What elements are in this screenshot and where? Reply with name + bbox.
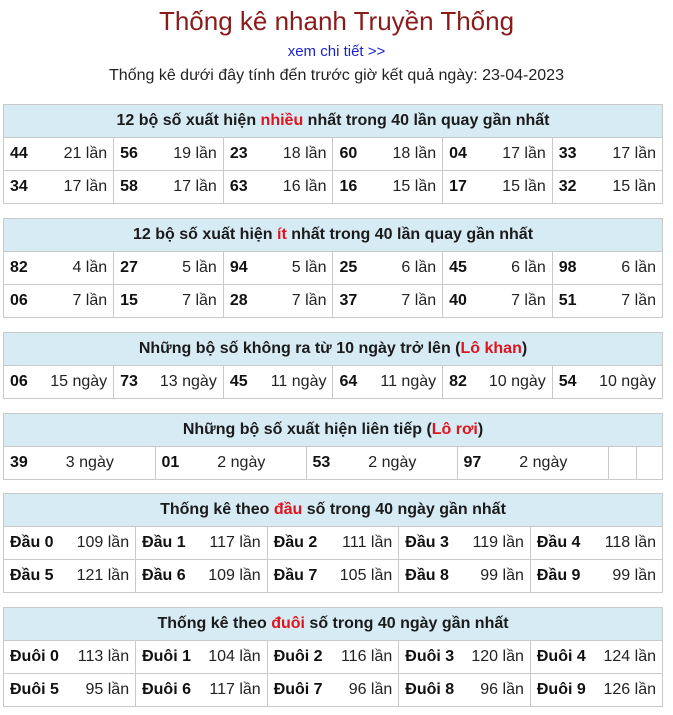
head-digit: Đầu 0 bbox=[10, 534, 54, 551]
head-count: 117 lần bbox=[209, 534, 261, 551]
table-cell bbox=[114, 285, 224, 318]
pair-count: 7 lần bbox=[72, 292, 108, 309]
table-cell bbox=[267, 641, 399, 674]
table-cell bbox=[136, 527, 268, 560]
table-cell bbox=[333, 138, 443, 171]
panel-heading bbox=[4, 414, 662, 447]
heading-text: Thống kê theo bbox=[160, 501, 274, 518]
tail-count: 104 lần bbox=[208, 648, 261, 665]
pair-number: 54 bbox=[558, 373, 577, 390]
table-cell bbox=[114, 252, 224, 285]
head-digit: Đầu 1 bbox=[142, 534, 186, 551]
pair-number: 53 bbox=[312, 454, 331, 471]
head-count: 109 lần bbox=[76, 534, 130, 551]
pair-number: 32 bbox=[558, 178, 577, 195]
least-frequent-panel bbox=[3, 218, 663, 318]
pair-number: 04 bbox=[449, 145, 467, 162]
pair-number: 37 bbox=[339, 292, 358, 309]
table-cell bbox=[399, 674, 531, 707]
pair-count: 18 lần bbox=[392, 145, 437, 162]
table-cell bbox=[4, 674, 136, 707]
heading-text: ) bbox=[521, 340, 528, 357]
pair-days: 10 ngày bbox=[599, 373, 656, 390]
table-cell bbox=[223, 285, 333, 318]
pair-number: 82 bbox=[449, 373, 467, 390]
pair-number: 45 bbox=[229, 373, 248, 390]
table-cell bbox=[306, 447, 457, 479]
pair-count: 15 lần bbox=[612, 178, 656, 195]
dau-stats-panel bbox=[3, 493, 663, 593]
head-count: 99 lần bbox=[612, 567, 656, 584]
pair-days: 15 ngày bbox=[50, 373, 108, 390]
pair-number: 16 bbox=[339, 178, 358, 195]
table-cell bbox=[333, 171, 443, 204]
table-cell bbox=[155, 447, 306, 479]
head-count: 99 lần bbox=[480, 567, 524, 584]
pair-count: 5 lần bbox=[182, 259, 217, 276]
table-cell bbox=[552, 285, 662, 318]
pair-number: 51 bbox=[558, 292, 577, 309]
page-title: Thống kê nhanh Truyền Thống bbox=[158, 6, 515, 36]
dau-stats-table bbox=[4, 527, 662, 592]
table-cell bbox=[399, 560, 531, 593]
lo-khan-table bbox=[4, 366, 662, 398]
most-frequent-table bbox=[4, 138, 662, 203]
pair-days: 13 ngày bbox=[159, 373, 217, 390]
tail-count: 120 lần bbox=[471, 648, 524, 665]
heading-highlight: Lô khan bbox=[460, 340, 522, 357]
least-frequent-table bbox=[4, 252, 662, 317]
table-cell bbox=[530, 560, 662, 593]
tail-digit: Đuôi 0 bbox=[10, 648, 59, 665]
heading-text: 12 bộ số xuất hiện bbox=[132, 226, 277, 243]
pair-number: 17 bbox=[449, 178, 467, 195]
head-digit: Đầu 4 bbox=[536, 534, 581, 551]
table-row bbox=[4, 285, 662, 318]
pair-number: 63 bbox=[229, 178, 248, 195]
pair-days: 2 ngày bbox=[519, 454, 568, 471]
pair-count: 15 lần bbox=[502, 178, 546, 195]
tail-digit: Đuôi 6 bbox=[142, 681, 191, 698]
tail-digit: Đuôi 4 bbox=[536, 648, 586, 665]
head-count: 121 lần bbox=[76, 567, 130, 584]
heading-highlight: Lô rơi bbox=[431, 421, 478, 438]
head-count: 109 lần bbox=[208, 567, 261, 584]
table-cell bbox=[399, 641, 531, 674]
tail-count: 95 lần bbox=[85, 681, 130, 698]
pair-count: 18 lần bbox=[282, 145, 327, 162]
table-row bbox=[4, 527, 662, 560]
heading-text: nhất trong 40 lần quay gần nhất bbox=[286, 226, 534, 243]
table-row bbox=[4, 560, 662, 593]
duoi-stats-table bbox=[4, 641, 662, 706]
table-cell bbox=[552, 252, 662, 285]
table-cell bbox=[530, 674, 662, 707]
tail-count: 96 lần bbox=[348, 681, 393, 698]
pair-count: 19 lần bbox=[173, 145, 217, 162]
pair-number: 44 bbox=[10, 145, 28, 162]
pair-days: 11 ngày bbox=[270, 373, 327, 390]
table-row bbox=[4, 674, 662, 707]
head-digit: Đầu 5 bbox=[10, 567, 54, 584]
table-cell bbox=[267, 674, 399, 707]
table-cell bbox=[114, 366, 224, 398]
panel-heading bbox=[4, 494, 662, 527]
pair-number: 25 bbox=[339, 259, 358, 276]
table-cell bbox=[457, 447, 608, 479]
table-cell bbox=[114, 138, 224, 171]
table-cell bbox=[223, 366, 333, 398]
head-count: 111 lần bbox=[342, 534, 393, 551]
pair-number: 82 bbox=[10, 259, 28, 276]
table-cell bbox=[333, 366, 443, 398]
tail-digit: Đuôi 3 bbox=[405, 648, 455, 665]
pair-number: 40 bbox=[449, 292, 467, 309]
pair-count: 6 lần bbox=[511, 259, 546, 276]
pair-days: 2 ngày bbox=[217, 454, 266, 471]
pair-number: 01 bbox=[161, 454, 180, 471]
pair-count: 7 lần bbox=[511, 292, 546, 309]
heading-text: số trong 40 ngày gần nhất bbox=[302, 501, 506, 518]
table-row bbox=[4, 366, 662, 398]
tail-digit: Đuôi 7 bbox=[273, 681, 323, 698]
pair-count: 15 lần bbox=[392, 178, 437, 195]
table-cell bbox=[4, 171, 114, 204]
pair-days: 2 ngày bbox=[368, 454, 417, 471]
pair-number: 33 bbox=[558, 145, 577, 162]
pair-number: 15 bbox=[120, 292, 138, 309]
pair-count: 6 lần bbox=[401, 259, 437, 276]
table-cell bbox=[4, 252, 114, 285]
table-cell bbox=[333, 285, 443, 318]
panel-heading bbox=[4, 608, 662, 641]
table-cell bbox=[333, 252, 443, 285]
heading-highlight: nhiều bbox=[260, 112, 304, 129]
pair-count: 5 lần bbox=[291, 259, 327, 276]
pair-count: 17 lần bbox=[173, 178, 217, 195]
pair-count: 7 lần bbox=[621, 292, 656, 309]
table-cell bbox=[4, 447, 155, 479]
tail-count: 124 lần bbox=[603, 648, 656, 665]
pair-count: 16 lần bbox=[282, 178, 327, 195]
empty-cell bbox=[608, 447, 636, 479]
pair-number: 39 bbox=[10, 454, 28, 471]
heading-text: Thống kê theo bbox=[157, 615, 272, 632]
table-cell bbox=[399, 527, 531, 560]
table-cell bbox=[530, 641, 662, 674]
lo-roi-table bbox=[4, 447, 662, 479]
tail-digit: Đuôi 2 bbox=[273, 648, 323, 665]
table-cell bbox=[552, 366, 662, 398]
date-note: Thống kê dưới đây tính đến trước giờ kết quả ngày: 23-04-2023 bbox=[109, 67, 564, 84]
head-digit: Đầu 2 bbox=[273, 534, 318, 551]
table-cell bbox=[136, 674, 268, 707]
table-cell bbox=[4, 366, 114, 398]
pair-days: 11 ngày bbox=[380, 373, 437, 390]
pair-count: 17 lần bbox=[502, 145, 546, 162]
table-cell bbox=[136, 641, 268, 674]
pair-number: 34 bbox=[10, 178, 28, 195]
pair-number: 64 bbox=[339, 373, 358, 390]
panel-heading bbox=[4, 219, 662, 252]
pair-number: 06 bbox=[10, 292, 28, 309]
heading-text: số trong 40 ngày gần nhất bbox=[304, 615, 509, 632]
pair-number: 56 bbox=[120, 145, 138, 162]
table-cell bbox=[267, 560, 399, 593]
table-cell bbox=[4, 527, 136, 560]
pair-days: 3 ngày bbox=[65, 454, 114, 471]
heading-text: Những bộ số xuất hiện liên tiếp ( bbox=[182, 421, 432, 438]
pair-number: 94 bbox=[229, 259, 248, 276]
table-cell bbox=[4, 560, 136, 593]
table-cell bbox=[223, 138, 333, 171]
pair-count: 7 lần bbox=[401, 292, 437, 309]
table-cell bbox=[136, 560, 268, 593]
head-count: 105 lần bbox=[339, 567, 393, 584]
table-cell bbox=[223, 252, 333, 285]
table-cell bbox=[443, 285, 553, 318]
table-cell bbox=[443, 138, 553, 171]
pair-count: 17 lần bbox=[63, 178, 108, 195]
tail-count: 117 lần bbox=[209, 681, 261, 698]
tail-count: 113 lần bbox=[77, 648, 130, 665]
duoi-stats-panel bbox=[3, 607, 663, 707]
tail-digit: Đuôi 1 bbox=[142, 648, 191, 665]
table-cell bbox=[530, 527, 662, 560]
table-cell bbox=[267, 527, 399, 560]
table-cell bbox=[552, 138, 662, 171]
table-cell bbox=[443, 171, 553, 204]
pair-number: 23 bbox=[229, 145, 248, 162]
head-count: 118 lần bbox=[604, 534, 656, 551]
head-digit: Đầu 9 bbox=[536, 567, 581, 584]
panel-heading bbox=[4, 333, 662, 366]
pair-number: 28 bbox=[229, 292, 248, 309]
pair-number: 45 bbox=[449, 259, 467, 276]
pair-number: 73 bbox=[120, 373, 138, 390]
heading-text: nhất trong 40 lần quay gần nhất bbox=[303, 112, 550, 129]
heading-highlight: ít bbox=[277, 226, 287, 243]
head-count: 119 lần bbox=[472, 534, 524, 551]
detail-link[interactable]: xem chi tiết >> bbox=[287, 43, 386, 60]
pair-number: 06 bbox=[10, 373, 28, 390]
pair-number: 27 bbox=[120, 259, 138, 276]
pair-number: 58 bbox=[120, 178, 138, 195]
pair-days: 10 ngày bbox=[488, 373, 546, 390]
pair-count: 21 lần bbox=[63, 145, 108, 162]
head-digit: Đầu 3 bbox=[405, 534, 449, 551]
table-row bbox=[4, 138, 662, 171]
page-header bbox=[0, 0, 673, 87]
heading-text: 12 bộ số xuất hiện bbox=[116, 112, 261, 129]
most-frequent-panel bbox=[3, 104, 663, 204]
tail-digit: Đuôi 9 bbox=[536, 681, 586, 698]
heading-text: ) bbox=[477, 421, 484, 438]
table-cell bbox=[223, 171, 333, 204]
tail-count: 96 lần bbox=[480, 681, 524, 698]
table-row bbox=[4, 252, 662, 285]
table-cell bbox=[114, 171, 224, 204]
pair-count: 4 lần bbox=[72, 259, 108, 276]
heading-highlight: đuôi bbox=[271, 615, 305, 632]
pair-number: 98 bbox=[558, 259, 577, 276]
pair-count: 7 lần bbox=[291, 292, 327, 309]
lo-roi-panel bbox=[3, 413, 663, 480]
heading-highlight: đầu bbox=[273, 501, 303, 518]
pair-number: 60 bbox=[339, 145, 358, 162]
table-cell bbox=[552, 171, 662, 204]
head-digit: Đầu 6 bbox=[142, 567, 186, 584]
pair-count: 17 lần bbox=[612, 145, 656, 162]
tail-digit: Đuôi 8 bbox=[405, 681, 455, 698]
tail-digit: Đuôi 5 bbox=[10, 681, 59, 698]
tail-count: 126 lần bbox=[603, 681, 656, 698]
panel-heading bbox=[4, 105, 662, 138]
heading-text: Những bộ số không ra từ 10 ngày trở lên ( bbox=[138, 340, 461, 357]
table-row bbox=[4, 171, 662, 204]
table-cell bbox=[443, 252, 553, 285]
table-row bbox=[4, 641, 662, 674]
lo-khan-panel bbox=[3, 332, 663, 399]
pair-count: 7 lần bbox=[182, 292, 217, 309]
table-cell bbox=[4, 285, 114, 318]
head-digit: Đầu 7 bbox=[273, 567, 318, 584]
table-cell bbox=[4, 641, 136, 674]
head-digit: Đầu 8 bbox=[405, 567, 449, 584]
table-cell bbox=[443, 366, 553, 398]
tail-count: 116 lần bbox=[340, 648, 393, 665]
empty-cell bbox=[636, 447, 662, 479]
pair-count: 6 lần bbox=[621, 259, 656, 276]
pair-number: 97 bbox=[463, 454, 482, 471]
table-cell bbox=[4, 138, 114, 171]
table-row bbox=[4, 447, 662, 479]
